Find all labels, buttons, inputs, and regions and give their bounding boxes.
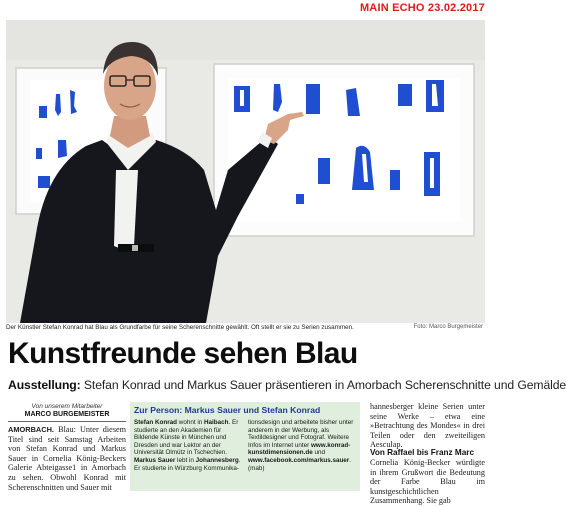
photo-credit: Foto: Marco Burgemeister bbox=[413, 324, 483, 330]
info-text: . (mab) bbox=[248, 456, 352, 472]
info-text: tionsdesign und arbeitete bisher unter anderem in der Werbung, als Textildesigner und Fotograf. bbox=[248, 419, 354, 442]
article-subheadline bbox=[8, 378, 566, 393]
info-text: wohnt in bbox=[177, 419, 204, 426]
byline-divider bbox=[8, 421, 126, 422]
subhead-text: Stefan Konrad und Markus Sauer präsentieren in Amorbach Scherenschnitte und Gemälde bbox=[83, 378, 566, 392]
byline-prefix: Von unserem Mitarbeiter bbox=[31, 403, 103, 410]
article-headline: Kunstfreunde sehen Blau bbox=[8, 337, 358, 370]
dateline: AMORBACH. bbox=[8, 425, 54, 434]
photo-caption: Der Künstler Stefan Konrad hat Blau als Grundfarbe für seine Scherenschnitte gewählt. Oft stellt er sie zu Serien zusammen. bbox=[6, 324, 354, 331]
article-column-1 bbox=[8, 425, 126, 492]
info-text: lebt in bbox=[175, 456, 196, 464]
subhead-kicker: Ausstellung: bbox=[8, 378, 81, 392]
info-text: und bbox=[312, 449, 325, 457]
info-text: . Er studierte in Würzburg Kommunika- bbox=[134, 456, 241, 472]
masthead: MAIN ECHO 23.02.2017 bbox=[359, 2, 485, 14]
article-subhead-2: Von Raffael bis Franz Marc bbox=[370, 448, 475, 457]
info-text: Weitere Infos im Internet unter bbox=[248, 434, 350, 449]
person-name-konrad: Stefan Konrad bbox=[134, 419, 178, 426]
link-konrad-website[interactable]: www.konrad-kunstdimensionen.de bbox=[248, 441, 351, 457]
article-column-3b: Cornelia König-Becker würdigte in ihrem Grußwort die Bedeutung der Farbe Blau im kunstgeschichtlichen Zusammenhang. Sie gab bbox=[370, 458, 485, 506]
article-photo bbox=[6, 20, 485, 323]
place-johannesberg: Johannesberg bbox=[195, 456, 239, 464]
byline-author: MARCO BURGEMEISTER bbox=[24, 411, 110, 418]
column-1-text: Blau: Unter diesem Titel sind seit Samstag Arbeiten von Stefan Konrad und Markus Sauer in Cornelia König-Beckers Galerie Abteigasse1 in Amorbach zu sehen. Obwohl Konrad mit Scherenschnitten und Sauer mit bbox=[8, 425, 127, 492]
info-text: . Er studierte an den Akademien für Bildende Künste in München und Dresden und war Lektor an der Universität Olmütz in Tschechien. bbox=[134, 419, 239, 457]
info-box-column-left bbox=[134, 419, 244, 472]
place-haibach: Haibach bbox=[204, 419, 229, 426]
person-name-sauer: Markus Sauer bbox=[134, 456, 176, 464]
info-box-column-right bbox=[248, 419, 356, 472]
info-box-title: Zur Person: Markus Sauer und Stefan Konrad bbox=[134, 405, 321, 415]
article-column-3: hannesberger kleine Serien unter seine Werke – etwa eine »Betrachtung des Mondes« in drei Teilen oder den zweiteiligen Aesculap. bbox=[370, 402, 485, 450]
link-facebook-sauer[interactable]: www.facebook.com/markus.sauer bbox=[248, 456, 350, 464]
